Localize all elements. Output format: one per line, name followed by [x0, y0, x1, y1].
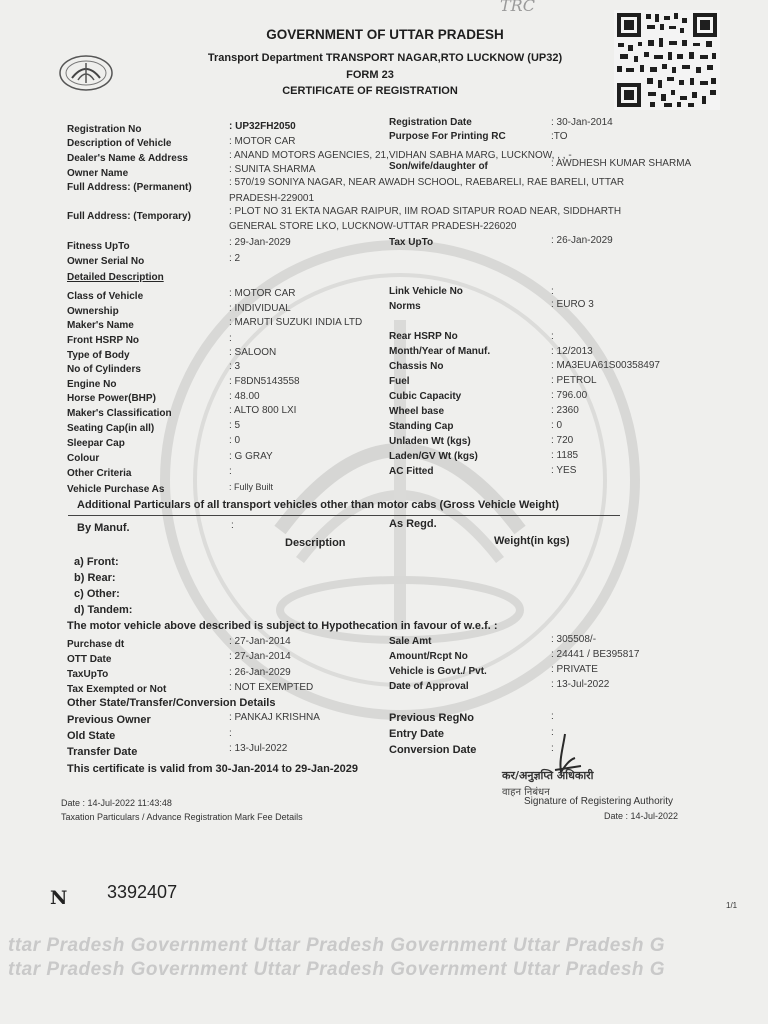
label-seating-cap: Seating Cap(in all): [67, 423, 155, 434]
label-norms: Norms: [389, 301, 421, 312]
label-owner-serial-no: Owner Serial No: [67, 256, 145, 267]
label-purpose-for-printing: Purpose For Printing RC: [389, 131, 506, 142]
value-fitness-upto: : 29-Jan-2029: [229, 237, 291, 248]
watermark-line-2: ttar Pradesh Government Uttar Pradesh Government Uttar Pradesh G: [8, 959, 666, 980]
value-registration-date: : 30-Jan-2014: [551, 117, 613, 128]
value-type-of-body: : SALOON: [229, 347, 277, 358]
value-conversion-date: :: [551, 743, 554, 754]
axle-rear: b) Rear:: [74, 572, 116, 584]
label-laden-wt: Laden/GV Wt (kgs): [389, 451, 478, 462]
value-makers-name: : MARUTI SUZUKI INDIA LTD: [229, 317, 363, 328]
value-no-of-cylinders: : 3: [229, 361, 241, 372]
value-sleeper-cap: : 0: [229, 435, 241, 446]
serial-letter: N: [50, 887, 68, 909]
value-transfer-date: : 13-Jul-2022: [229, 743, 288, 754]
stamp-line-1: कर/अनुज्ञप्ति अधिकारी: [502, 769, 594, 782]
label-entry-date: Entry Date: [389, 728, 445, 740]
up-emblem-icon: [58, 54, 114, 92]
label-sale-amt: Sale Amt: [389, 636, 432, 647]
label-tax-upto: Tax UpTo: [389, 237, 434, 248]
label-permanent-address: Full Address: (Permanent): [67, 182, 192, 193]
value-horse-power: : 48.00: [229, 391, 260, 402]
label-no-of-cylinders: No of Cylinders: [67, 364, 141, 375]
label-date-of-approval: Date of Approval: [389, 681, 469, 692]
taxation-particulars: Taxation Particulars / Advance Registration Mark Fee Details: [61, 812, 303, 822]
value-engine-no: : F8DN5143558: [229, 376, 300, 387]
detailed-description-heading: Detailed Description: [67, 272, 164, 283]
value-amount-rcpt: : 24441 / BE395817: [551, 649, 640, 660]
value-dealer: : ANAND MOTORS AGENCIES, 21,VIDHAN SABHA MARG, LUCKNOW, , , -: [229, 150, 572, 161]
label-purchase-dt: Purchase dt: [67, 639, 125, 650]
form-number: FORM 23: [346, 69, 394, 81]
by-manuf-label: By Manuf.: [77, 522, 130, 534]
label-engine-no: Engine No: [67, 379, 117, 390]
label-dealer: Dealer's Name & Address: [67, 153, 188, 164]
value-entry-date: :: [551, 727, 554, 738]
label-makers-classification: Maker's Classification: [67, 408, 172, 419]
label-registration-date: Registration Date: [389, 117, 472, 128]
value-temporary-address-line2: GENERAL STORE LKO, LUCKNOW-UTTAR PRADESH-226020: [229, 221, 517, 232]
label-chassis-no: Chassis No: [389, 361, 444, 372]
label-owner-name: Owner Name: [67, 168, 129, 179]
label-fitness-upto: Fitness UpTo: [67, 241, 130, 252]
label-fuel: Fuel: [389, 376, 410, 387]
by-manuf-colon: :: [231, 520, 234, 531]
label-type-of-body: Type of Body: [67, 350, 130, 361]
value-tax-upto-2: : 26-Jan-2029: [229, 667, 291, 678]
value-month-year-manuf: : 12/2013: [551, 346, 593, 357]
value-colour: : G GRAY: [229, 451, 273, 462]
label-ac-fitted: AC Fitted: [389, 466, 434, 477]
label-makers-name: Maker's Name: [67, 320, 134, 331]
department-line: Transport Department TRANSPORT NAGAR,RTO LUCKNOW (UP32): [207, 52, 563, 64]
watermark-line-1: ttar Pradesh Government Uttar Pradesh Government Uttar Pradesh G: [8, 935, 666, 956]
signature-label: Signature of Registering Authority: [524, 796, 673, 807]
label-govt-pvt: Vehicle is Govt./ Pvt.: [389, 666, 487, 677]
value-registration-no: : UP32FH2050: [229, 121, 296, 132]
value-fuel: : PETROL: [551, 375, 597, 386]
label-tax-upto-2: TaxUpTo: [67, 669, 109, 680]
value-seating-cap: : 5: [229, 420, 241, 431]
label-registration-no: Registration No: [67, 124, 142, 135]
label-cubic-capacity: Cubic Capacity: [389, 391, 462, 402]
label-unladen-wt: Unladen Wt (kgs): [389, 436, 471, 447]
value-permanent-address-line1: : 570/19 SONIYA NAGAR, NEAR AWADH SCHOOL, RAEBARELI, RAE BARELI, UTTAR: [229, 177, 625, 188]
value-purchase-dt: : 27-Jan-2014: [229, 636, 291, 647]
label-rear-hsrp: Rear HSRP No: [389, 331, 458, 342]
value-wheel-base: : 2360: [551, 405, 579, 416]
value-owner-serial-no: : 2: [229, 253, 241, 264]
value-permanent-address-line2: PRADESH-229001: [229, 193, 315, 204]
value-temporary-address-line1: : PLOT NO 31 EKTA NAGAR RAIPUR, IIM ROAD SITAPUR ROAD NEAR, SIDDHARTH: [229, 206, 622, 217]
value-laden-wt: : 1185: [551, 450, 579, 461]
serial-number: 3392407: [107, 882, 178, 902]
label-month-year-manuf: Month/Year of Manuf.: [389, 346, 491, 357]
label-link-vehicle-no: Link Vehicle No: [389, 286, 463, 297]
value-standing-cap: : 0: [551, 420, 563, 431]
label-standing-cap: Standing Cap: [389, 421, 454, 432]
value-previous-owner: : PANKAJ KRISHNA: [229, 712, 320, 723]
axle-front: a) Front:: [74, 556, 119, 568]
label-conversion-date: Conversion Date: [389, 744, 477, 756]
label-ott-date: OTT Date: [67, 654, 112, 665]
label-temporary-address: Full Address: (Temporary): [67, 211, 191, 222]
label-transfer-date: Transfer Date: [67, 746, 138, 758]
label-sleeper-cap: Sleepar Cap: [67, 438, 125, 449]
value-chassis-no: : MA3EUA61S00358497: [551, 360, 660, 371]
label-old-state: Old State: [67, 730, 116, 742]
label-description-of-vehicle: Description of Vehicle: [67, 138, 172, 149]
value-old-state: :: [229, 728, 232, 739]
label-other-criteria: Other Criteria: [67, 468, 132, 479]
description-column-header: Description: [285, 537, 346, 549]
handwritten-note: TRC: [500, 0, 535, 15]
transfer-heading: Other State/Transfer/Conversion Details: [67, 697, 276, 709]
value-front-hsrp: :: [229, 333, 232, 344]
weight-column-header: Weight(in kgs): [494, 535, 570, 547]
value-rear-hsrp: :: [551, 331, 554, 342]
validity-statement: This certificate is valid from 30-Jan-2014 to 29-Jan-2029: [67, 763, 359, 775]
value-purpose-for-printing: :TO: [551, 131, 568, 142]
value-previous-regno: :: [551, 711, 554, 722]
label-class-of-vehicle: Class of Vehicle: [67, 291, 144, 302]
value-unladen-wt: : 720: [551, 435, 574, 446]
value-tax-upto: : 26-Jan-2029: [551, 235, 613, 246]
axle-other: c) Other:: [74, 588, 120, 600]
value-owner-name: : SUNITA SHARMA: [229, 164, 316, 175]
value-ac-fitted: : YES: [551, 465, 577, 476]
certificate-title: CERTIFICATE OF REGISTRATION: [282, 85, 458, 97]
value-cubic-capacity: : 796.00: [551, 390, 588, 401]
label-vehicle-purchase-as: Vehicle Purchase As: [67, 484, 165, 495]
hypothecation-heading: The motor vehicle above described is subject to Hypothecation in favour of w.e.f. :: [67, 620, 498, 632]
value-govt-pvt: : PRIVATE: [551, 664, 598, 675]
axle-tandem: d) Tandem:: [74, 604, 133, 616]
value-ott-date: : 27-Jan-2014: [229, 651, 291, 662]
additional-particulars-rule: [68, 515, 620, 516]
value-relation: : AWDHESH KUMAR SHARMA: [551, 158, 692, 169]
label-colour: Colour: [67, 453, 100, 464]
value-tax-exempted: : NOT EXEMPTED: [229, 682, 314, 693]
label-amount-rcpt: Amount/Rcpt No: [389, 651, 468, 662]
value-date-of-approval: : 13-Jul-2022: [551, 679, 610, 690]
value-makers-classification: : ALTO 800 LXI: [229, 405, 297, 416]
label-ownership: Ownership: [67, 306, 119, 317]
label-previous-owner: Previous Owner: [67, 714, 151, 726]
value-class-of-vehicle: : MOTOR CAR: [229, 288, 296, 299]
qr-code-icon: [614, 10, 720, 110]
value-ownership: : INDIVIDUAL: [229, 303, 291, 314]
additional-particulars-heading: Additional Particulars of all transport vehicles other than motor cabs (Gross Vehicle Weight): [77, 499, 560, 511]
value-sale-amt: : 305508/-: [551, 634, 597, 645]
stamp-line-2: वाहन निबंधन: [502, 787, 550, 798]
page-title: GOVERNMENT OF UTTAR PRADESH: [266, 27, 504, 42]
value-vehicle-purchase-as: : Fully Built: [229, 482, 274, 492]
print-date: Date : 14-Jul-2022 11:43:48: [61, 798, 172, 808]
label-previous-regno: Previous RegNo: [389, 712, 474, 724]
value-description-of-vehicle: : MOTOR CAR: [229, 136, 296, 147]
page-number: 1/1: [726, 901, 738, 910]
value-norms: : EURO 3: [551, 299, 594, 310]
label-front-hsrp: Front HSRP No: [67, 335, 140, 346]
value-other-criteria: :: [229, 466, 232, 477]
label-horse-power: Horse Power(BHP): [67, 393, 156, 404]
signature-date: Date : 14-Jul-2022: [604, 811, 679, 821]
as-regd-label: As Regd.: [389, 518, 437, 530]
label-tax-exempted: Tax Exempted or Not: [67, 684, 167, 695]
value-link-vehicle-no: :: [551, 286, 554, 297]
label-wheel-base: Wheel base: [389, 406, 445, 417]
label-relation: Son/wife/daughter of: [389, 161, 488, 172]
